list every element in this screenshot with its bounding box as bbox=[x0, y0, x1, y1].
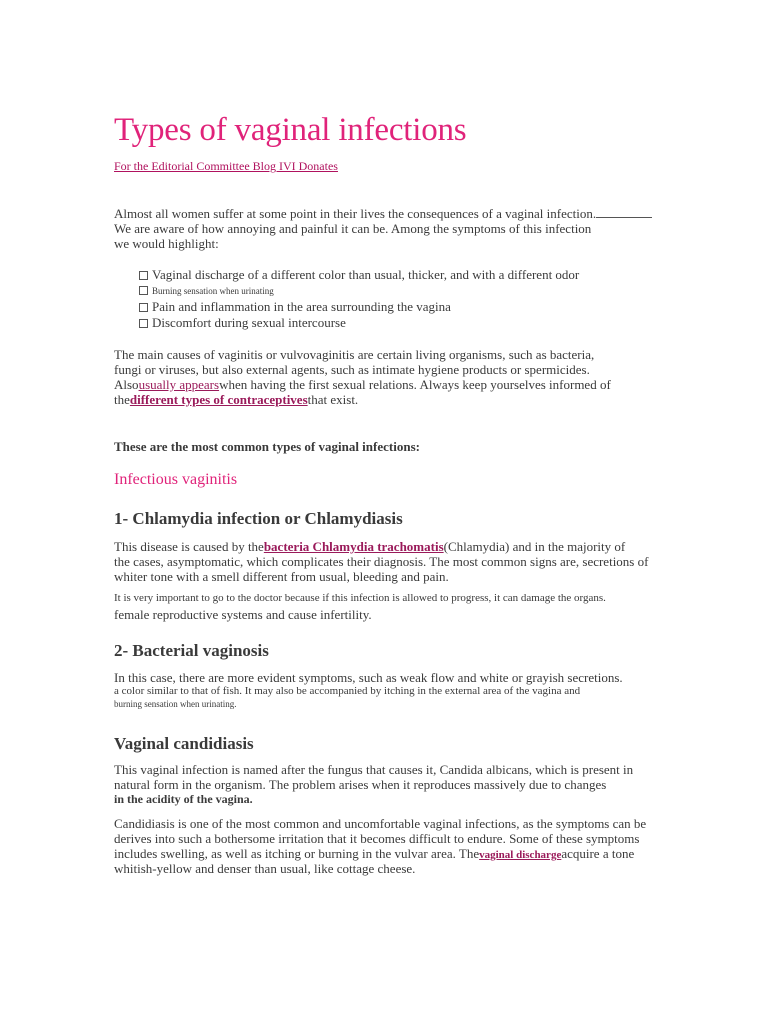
candidiasis-heading: Vaginal candidiasis bbox=[114, 734, 254, 753]
causes-text: when having the first sexual relations. Always keep yourselves informed of bbox=[219, 377, 611, 392]
candidiasis-line-2: natural form in the organism. The problem arises when it reproduces massively due to changes bbox=[114, 777, 607, 792]
intro-line-3: we would highlight: bbox=[114, 236, 219, 251]
bacterial-line-3: burning sensation when urinating. bbox=[114, 699, 237, 709]
candidiasis-line-3: in the acidity of the vagina. bbox=[114, 792, 253, 806]
intro-line-1 bbox=[114, 206, 652, 222]
chlamydia-line-2: the cases, asymptomatic, which complicates their diagnosis. The most common signs are, secretions of bbox=[114, 554, 649, 569]
causes-text: Also bbox=[114, 377, 139, 392]
causes-line-4 bbox=[114, 392, 358, 408]
bacterial-heading: 2- Bacterial vaginosis bbox=[114, 641, 269, 660]
chlamydia-trachomatis-link[interactable]: bacteria Chlamydia trachomatis bbox=[263, 539, 444, 554]
chlamydia-line-4: It is very important to go to the doctor because if this infection is allowed to progress, it can damage the organs. bbox=[114, 592, 606, 604]
usually-appears-link[interactable]: usually appears bbox=[138, 377, 220, 392]
section-heading-infectious: Infectious vaginitis bbox=[114, 471, 238, 488]
chlamydia-line-1 bbox=[114, 539, 625, 555]
candidiasis-text: acquire a tone bbox=[561, 846, 635, 861]
list-item bbox=[139, 267, 579, 283]
intro-text-1: Almost all women suffer at some point in their lives the consequences of a vaginal infection. bbox=[114, 206, 597, 221]
candidiasis-line-4: Candidiasis is one of the most common and uncomfortable vaginal infections, as the symptoms can be bbox=[114, 816, 647, 831]
chlamydia-heading: 1- Chlamydia infection or Chlamydiasis bbox=[114, 509, 403, 528]
page-title: Types of vaginal infections bbox=[114, 112, 467, 148]
bullet-icon bbox=[139, 271, 148, 280]
vaginal-discharge-link[interactable]: vaginal discharge bbox=[479, 849, 562, 861]
contraceptives-link[interactable]: different types of contraceptives bbox=[129, 392, 308, 407]
causes-text: the bbox=[114, 392, 130, 407]
bullet-icon bbox=[139, 286, 148, 295]
list-item-text: Pain and inflammation in the area surrounding the vagina bbox=[152, 299, 451, 314]
bacterial-line-1: In this case, there are more evident symptoms, such as weak flow and white or grayish secretions. bbox=[114, 670, 623, 685]
list-item-text: Vaginal discharge of a different color than usual, thicker, and with a different odor bbox=[152, 267, 580, 282]
intro-line-2: We are aware of how annoying and painful it can be. Among the symptoms of this infection bbox=[114, 221, 592, 236]
bullet-icon bbox=[139, 319, 148, 328]
candidiasis-line-1: This vaginal infection is named after the fungus that causes it, Candida albicans, which is present in bbox=[114, 762, 634, 777]
causes-text: that exist. bbox=[307, 392, 359, 407]
chlamydia-text: (Chlamydia) and in the majority of bbox=[443, 539, 626, 554]
bacterial-line-2: a color similar to that of fish. It may also be accompanied by itching in the external area of the vagina and bbox=[114, 685, 581, 697]
list-item bbox=[139, 299, 451, 315]
chlamydia-line-3: whiter tone with a smell different from usual, bleeding and pain. bbox=[114, 569, 449, 584]
list-item bbox=[139, 286, 274, 296]
list-item-text: Discomfort during sexual intercourse bbox=[152, 315, 346, 330]
causes-line-1: The main causes of vaginitis or vulvovaginitis are certain living organisms, such as bacteria, bbox=[114, 347, 595, 362]
list-item-text: Burning sensation when urinating bbox=[152, 286, 274, 296]
causes-line-3 bbox=[114, 377, 611, 393]
candidiasis-line-7: whitish-yellow and denser than usual, like cottage cheese. bbox=[114, 861, 416, 876]
underline-rule bbox=[596, 207, 652, 218]
common-types-heading: These are the most common types of vaginal infections: bbox=[114, 439, 420, 454]
chlamydia-line-5: female reproductive systems and cause infertility. bbox=[114, 607, 372, 622]
bullet-icon bbox=[139, 303, 148, 312]
byline-link[interactable]: For the Editorial Committee Blog IVI Donates bbox=[114, 159, 338, 173]
list-item bbox=[139, 315, 346, 331]
causes-line-2: fungi or viruses, but also external agents, such as intimate hygiene products or spermicides. bbox=[114, 362, 590, 377]
candidiasis-line-5: derives into such a bothersome irritation that it becomes difficult to endure. Some of these symptoms bbox=[114, 831, 640, 846]
chlamydia-text: This disease is caused by the bbox=[114, 539, 264, 554]
candidiasis-text: includes swelling, as well as itching or burning in the vulvar area. The bbox=[114, 846, 480, 861]
